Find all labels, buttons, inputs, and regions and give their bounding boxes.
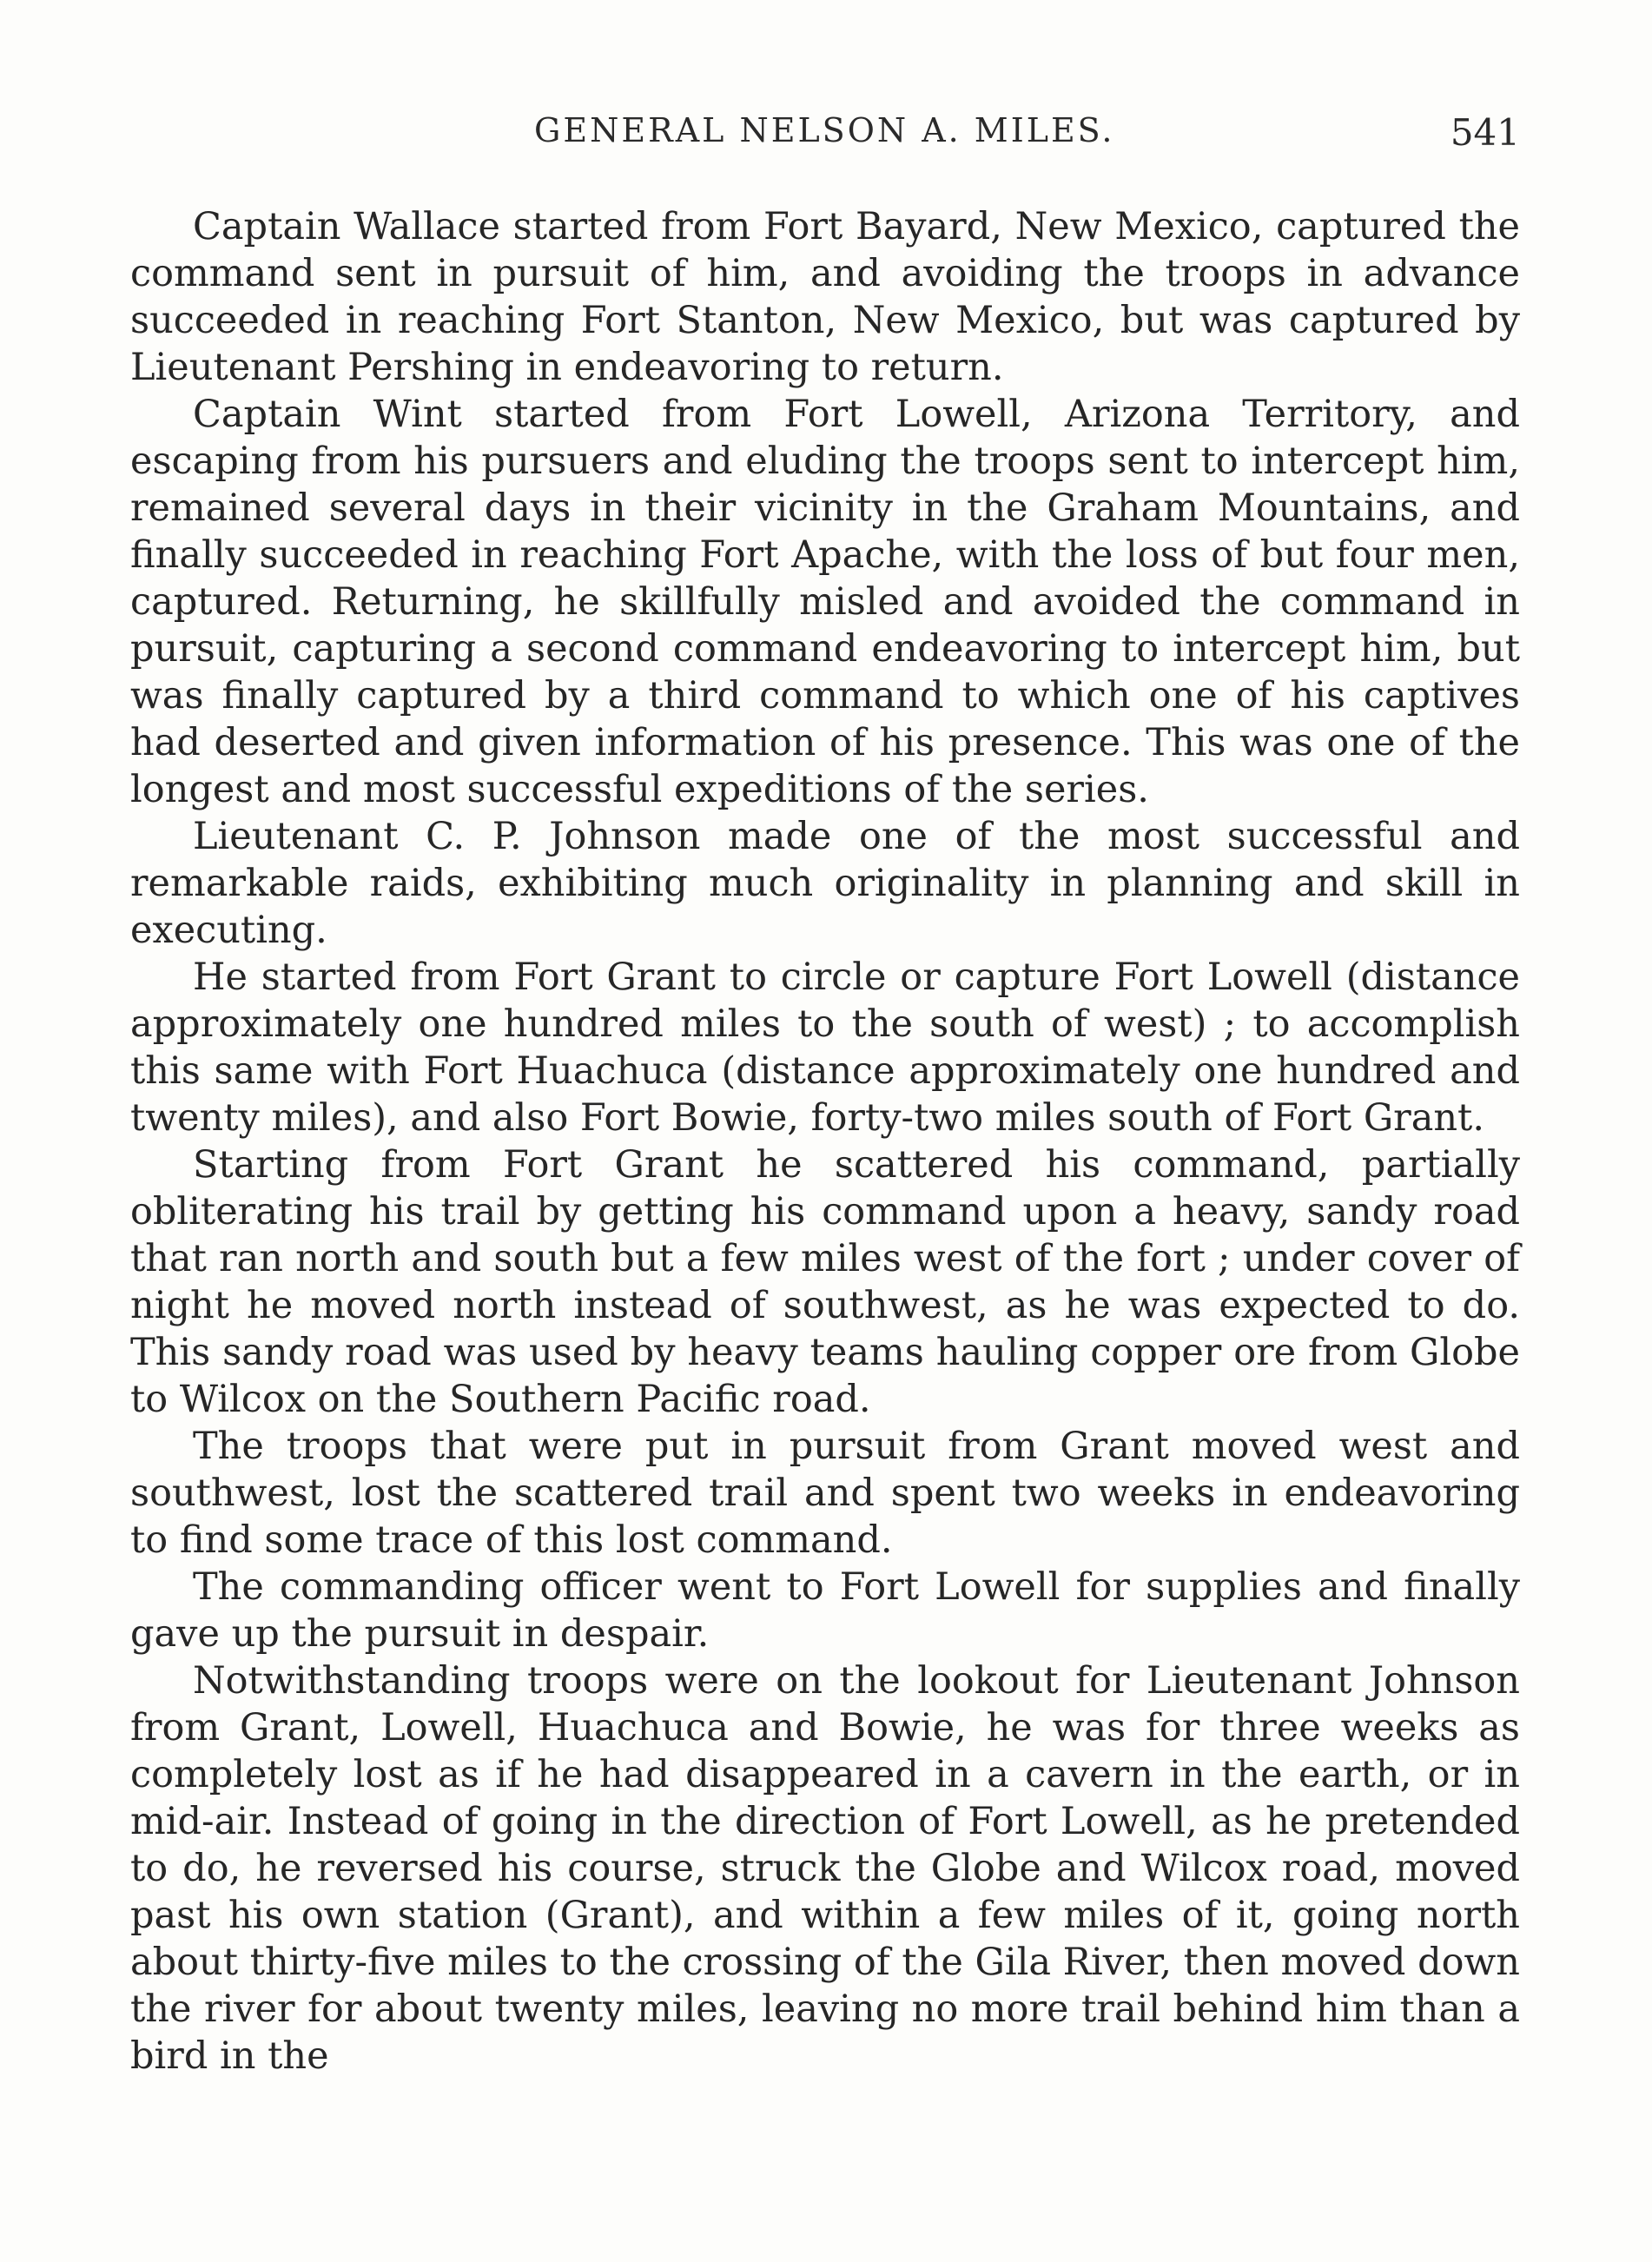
paragraph: Notwithstanding troops were on the lookout for Lieutenant Johnson from Grant, Lowell, Huachuca and Bowie, he was for three weeks as completely lost as if he had disappeared in a cavern in the earth, or in mid-air. Instead of going in the direction of Fort Lowell, as he pretended to do, he reversed his course, struck the Globe and Wilcox road, moved past his own station (Grant), and within a few miles of it, going north about thirty-five miles to the crossing of the Gila River, then moved down the river for about twenty miles, leaving no more trail behind him than a bird in the — [130, 1659, 1520, 2078]
running-head — [130, 111, 1520, 163]
page-number: 541 — [1450, 111, 1520, 154]
paragraph: Captain Wallace started from Fort Bayard, New Mexico, captured the command sent in pursuit of him, and avoiding the troops in advance succeeded in reaching Fort Stanton, New Mexico, but was captured by Lieutenant Pershing in endeavoring to return. — [130, 205, 1520, 389]
paragraph: The commanding officer went to Fort Lowell for supplies and finally gave up the pursuit in despair. — [130, 1565, 1520, 1656]
paragraph: Captain Wint started from Fort Lowell, Arizona Territory, and escaping from his pursuers and eluding the troops sent to intercept him, remained several days in their vicinity in the Graham Mountains, and finally succeeded in reaching Fort Apache, with the loss of but four men, captured. Returning, he skillfully misled and avoided the command in pursuit, capturing a second command endeavoring to intercept him, but was finally captured by a third command to which one of his captives had deserted and given information of his presence. This was one of the longest and most successful expeditions of the series. — [130, 393, 1520, 811]
paragraph: Lieutenant C. P. Johnson made one of the most successful and remarkable raids, exhibiting much originality in planning and skill in executing. — [130, 815, 1520, 952]
paragraph: The troops that were put in pursuit from Grant moved west and southwest, lost the scattered trail and spent two weeks in endeavoring to find some trace of this lost command. — [130, 1425, 1520, 1562]
paragraph: Starting from Fort Grant he scattered his command, partially obliterating his trail by getting his command upon a heavy, sandy road that ran north and south but a few miles west of the fort ; under cover of night he moved north instead of southwest, as he was expected to do. This sandy road was used by heavy teams hauling copper ore from Globe to Wilcox on the Southern Pacific road. — [130, 1143, 1520, 1421]
body-text — [130, 203, 1520, 2080]
paragraph: He started from Fort Grant to circle or capture Fort Lowell (distance approximately one hundred miles to the south of west) ; to accomplish this same with Fort Huachuca (distance approximately one hundred and twenty miles), and also Fort Bowie, forty-two miles south of Fort Grant. — [130, 956, 1520, 1140]
running-title: GENERAL NELSON A. MILES. — [534, 111, 1115, 149]
